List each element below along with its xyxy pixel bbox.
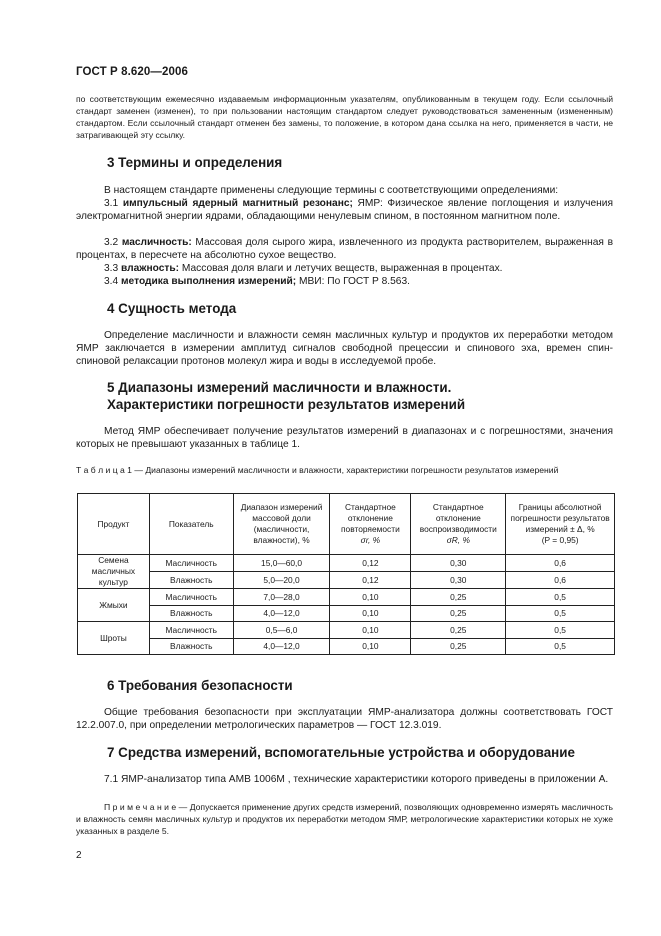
table-row [78, 555, 615, 572]
col-header-product: Продукт [78, 494, 150, 555]
term-name: импульсный ядерный магнитный резонанс; [122, 198, 353, 209]
table-row [78, 605, 615, 622]
sR-cell: 0,25 [411, 622, 506, 639]
section-3-intro: В настоящем стандарте применены следующие термины с соответствующими определениями: [104, 185, 559, 196]
range-cell: 5,0—20,0 [233, 572, 330, 589]
term-3-3: 3.3 влажность: Массовая доля влаги и летучих веществ, выраженная в процентах. [104, 263, 503, 274]
sR-cell: 0,25 [411, 605, 506, 622]
col-header-indicator: Показатель [149, 494, 233, 555]
delta-cell: 0,6 [506, 572, 615, 589]
section-7-note: П р и м е ч а н и е — Допускается применение других средств измерений, позволяющих одновременно измерять масличность и влажность семян масличных культур и продуктов их переработки методом ЯМР, метрологические характеристики которых не хуже указанных в разделе 5. [76, 802, 613, 836]
indicator-cell: Масличность [149, 589, 233, 606]
term-3-4: 3.4 методика выполнения измерений; МВИ: По ГОСТ Р 8.563. [104, 276, 410, 287]
sr-cell: 0,10 [330, 638, 411, 655]
delta-cell: 0,5 [506, 638, 615, 655]
delta-cell: 0,5 [506, 605, 615, 622]
col-header-repeatability: Стандартное отклонение повторяемости σr, % [330, 494, 411, 555]
col-header-error-bounds: Границы абсолютной погрешности результатов измерений ± Δ, % (P = 0,95) [506, 494, 615, 555]
measurement-table [77, 493, 615, 655]
section-6-text: Общие требования безопасности при эксплуатации ЯМР-анализатора должны соответствовать ГОСТ 12.2.007.0, при определении метрологических параметров — ГОСТ 12.3.019. [76, 707, 613, 731]
table-header-row [78, 494, 615, 555]
sR-cell: 0,30 [411, 572, 506, 589]
sr-cell: 0,10 [330, 589, 411, 606]
indicator-cell: Влажность [149, 572, 233, 589]
term-name: масличность: [121, 237, 192, 248]
col-header-reproducibility: Стандартное отклонение воспроизводимости σR, % [411, 494, 506, 555]
indicator-cell: Влажность [149, 605, 233, 622]
table-caption: Т а б л и ц а 1 — Диапазоны измерений масличности и влажности, характеристики погрешности результатов измерений [76, 465, 559, 475]
indicator-cell: Влажность [149, 638, 233, 655]
delta-cell: 0,5 [506, 589, 615, 606]
section-4-text: Определение масличности и влажности семян масличных культур и продуктов их переработки методом ЯМР заключается в измерении амплитуд сигналов свободной прецессии и спинового эха, времен спин-спиновой релаксации протонов молекул жира и воды в исследуемой пробе. [76, 330, 613, 367]
term-name: методика выполнения измерений; [121, 276, 297, 287]
col-header-range: Диапазон измерений массовой доли (масличности, влажности), % [233, 494, 330, 555]
table-row [78, 572, 615, 589]
term-3-1: 3.1 импульсный ядерный магнитный резонанс; ЯМР: Физическое явление поглощения и излучения электромагнитной энергии ядрами, обладающими ненулевым спином, в постоянном магнитном поле. [76, 198, 613, 222]
document-header: ГОСТ Р 8.620—2006 [76, 66, 188, 78]
intro-paragraph: по соответствующим ежемесячно издаваемым информационным указателям, опубликованным в текущем году. Если ссылочный стандарт заменен (изменен), то при пользовании настоящим стандартом следует руководствоваться замененным (измененным) стандартом. Если ссылочный стандарт отменен без замены, то положение, в котором дана ссылка на него, применяется в части, не затрагивающей эту ссылку. [76, 94, 613, 140]
range-cell: 15,0—60,0 [233, 555, 330, 572]
table-row [78, 638, 615, 655]
term-name: влажность: [121, 263, 180, 274]
range-cell: 4,0—12,0 [233, 638, 330, 655]
sr-cell: 0,10 [330, 605, 411, 622]
section-5-text: Метод ЯМР обеспечивает получение результатов измерений в диапазонах и с погрешностями, значения которых не превышают указанных в таблице 1. [76, 426, 613, 450]
term-3-2: 3.2 масличность: Массовая доля сырого жира, извлеченного из продукта растворителем, выраженная в процентах, в пересчете на абсолютно сухое вещество. [76, 237, 613, 261]
indicator-cell: Масличность [149, 622, 233, 639]
product-cell: Жмыхи [78, 589, 150, 622]
section-6-heading: 6 Требования безопасности [107, 678, 293, 693]
section-4-heading: 4 Сущность метода [107, 301, 237, 316]
indicator-cell: Масличность [149, 555, 233, 572]
section-5-heading-line-2: Характеристики погрешности результатов измерений [107, 397, 466, 412]
table-row [78, 589, 615, 606]
sR-cell: 0,25 [411, 589, 506, 606]
table-row [78, 622, 615, 639]
product-cell: Шроты [78, 622, 150, 655]
section-3-heading: 3 Термины и определения [107, 155, 283, 170]
sr-cell: 0,12 [330, 555, 411, 572]
range-cell: 7,0—28,0 [233, 589, 330, 606]
delta-cell: 0,6 [506, 555, 615, 572]
section-7-heading: 7 Средства измерений, вспомогательные устройства и оборудование [107, 745, 575, 760]
range-cell: 0,5—6,0 [233, 622, 330, 639]
sr-cell: 0,10 [330, 622, 411, 639]
section-7-paragraph-1: 7.1 ЯМР-анализатор типа АМВ 1006М , технические характеристики которого приведены в приложении А. [104, 774, 609, 785]
sR-cell: 0,25 [411, 638, 506, 655]
product-cell: Семена масличных культур [78, 555, 150, 589]
delta-cell: 0,5 [506, 622, 615, 639]
section-5-heading-line-1: 5 Диапазоны измерений масличности и влажности. [107, 380, 452, 395]
sR-cell: 0,30 [411, 555, 506, 572]
sr-cell: 0,12 [330, 572, 411, 589]
page-number: 2 [76, 850, 82, 861]
range-cell: 4,0—12,0 [233, 605, 330, 622]
